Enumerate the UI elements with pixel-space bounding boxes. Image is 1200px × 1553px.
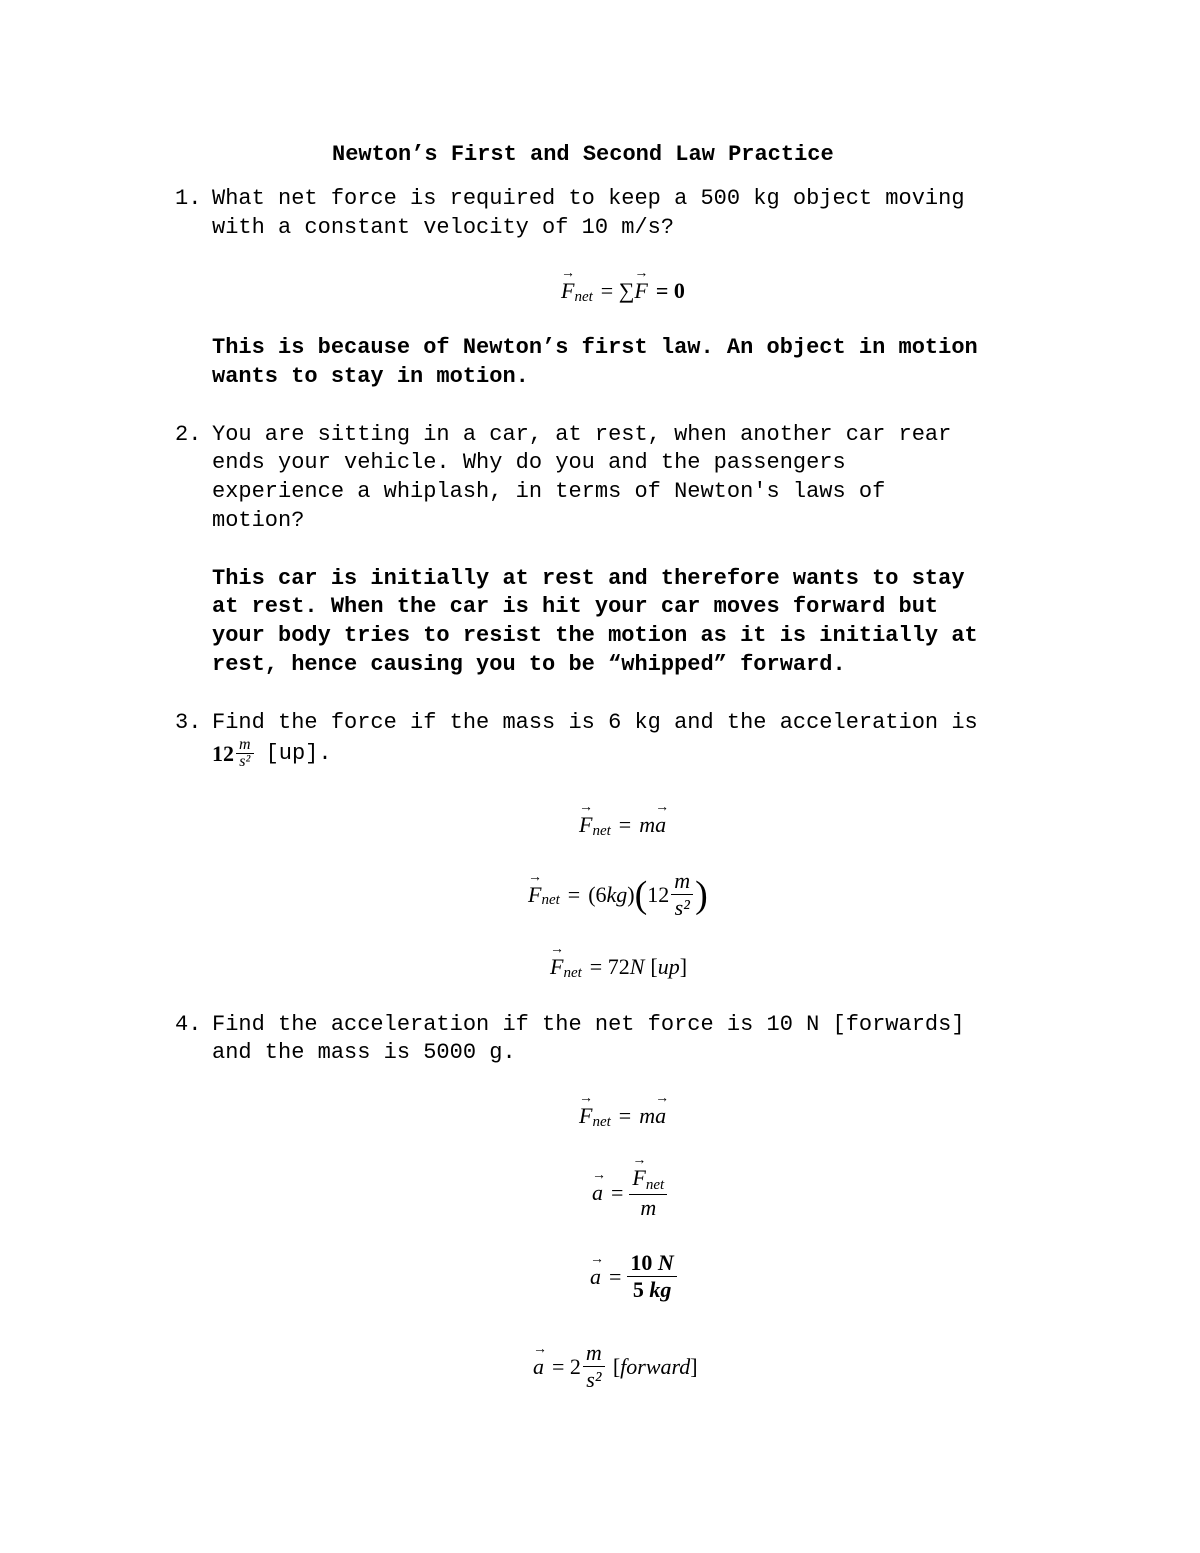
force-vector: → F xyxy=(634,266,649,303)
question-text-line: and the mass is 5000 g. xyxy=(212,1040,516,1065)
question-text-line: You are sitting in a car, at rest, when another car rear xyxy=(212,422,952,447)
force-unit: N xyxy=(629,954,645,979)
force-vector: → F xyxy=(579,800,593,837)
question-text-line: Find the acceleration if the net force is 10 N [forwards] xyxy=(212,1012,965,1037)
bracket-close: ] xyxy=(679,954,688,979)
bracket-open: [ xyxy=(650,954,658,979)
mass-symbol: m xyxy=(640,1195,657,1220)
force-value: 10 xyxy=(630,1250,658,1275)
bracket-close: ] xyxy=(690,1353,698,1379)
force-vector: → F xyxy=(550,942,564,979)
fraction xyxy=(629,1153,667,1221)
question-number: 3. xyxy=(175,710,202,735)
equals-sign: = xyxy=(567,881,581,907)
force-vector: → F xyxy=(528,869,542,907)
answer-text-line: wants to stay in motion. xyxy=(212,364,529,389)
equals-sign: = xyxy=(609,1263,622,1289)
net-subscript: net xyxy=(592,1113,611,1130)
equation-result xyxy=(550,942,688,981)
question-number: 1. xyxy=(175,186,202,211)
acceleration-vector: → a xyxy=(655,1091,670,1128)
paren-open-large: ( xyxy=(634,873,648,916)
equation-result xyxy=(533,1340,698,1393)
acceleration-vector: → a xyxy=(533,1341,547,1379)
question-text-line: ends your vehicle. Why do you and the passengers xyxy=(212,450,846,475)
question-number: 2. xyxy=(175,422,202,447)
force-vector: → F xyxy=(632,1153,647,1190)
paren-close: ) xyxy=(627,881,635,907)
equals-sign: = xyxy=(618,1103,632,1128)
answer-text-line: This car is initially at rest and therefore wants to stay xyxy=(212,566,965,591)
paren-close-large: ) xyxy=(695,873,708,916)
net-subscript: net xyxy=(592,822,611,839)
equals-sign: = xyxy=(611,1180,624,1205)
mass-unit: kg xyxy=(606,881,628,907)
acceleration-vector: → a xyxy=(590,1251,604,1289)
equation-substitution xyxy=(590,1250,679,1303)
direction-value: up xyxy=(657,954,680,979)
mass-value: 5 xyxy=(632,1277,650,1302)
equals-sum: = ∑ xyxy=(600,278,635,303)
acceleration-vector: → a xyxy=(655,800,670,837)
answer-text-line: your body tries to resist the motion as it is initially at xyxy=(212,623,978,648)
question-text-line: motion? xyxy=(212,508,305,533)
answer-text-line: This is because of Newton’s first law. An object in motion xyxy=(212,335,978,360)
fraction xyxy=(627,1250,676,1303)
net-subscript: net xyxy=(563,964,582,981)
force-vector: → F xyxy=(579,1091,593,1128)
equals-sign: = xyxy=(618,812,632,837)
question-number: 4. xyxy=(175,1012,202,1037)
net-subscript: net xyxy=(541,892,560,908)
acceleration-value: 12 xyxy=(212,740,234,766)
bracket-open: [ xyxy=(612,1353,621,1379)
acceleration-value: = 2 xyxy=(552,1353,581,1379)
net-subscript: net xyxy=(645,1177,665,1193)
force-value: = 72 xyxy=(589,954,630,979)
question-text-line: with a constant velocity of 10 m/s? xyxy=(212,215,675,240)
equals-zero: = 0 xyxy=(655,278,685,303)
answer-text-line: at rest. When the car is hit your car moves forward but xyxy=(212,594,939,619)
question-text-line: What net force is required to keep a 500 kg object moving xyxy=(212,186,965,211)
acceleration-vector: → a xyxy=(592,1168,606,1205)
page-title: Newton’s First and Second Law Practice xyxy=(332,142,834,167)
direction-label: [up]. xyxy=(265,741,332,766)
unit-fraction: $\frac{m}{\text{s²}}$ xyxy=(583,1340,605,1393)
unit-fraction: $\frac{m}{\text{s²}}$ xyxy=(236,737,254,770)
net-subscript: net xyxy=(574,288,593,305)
unit-fraction: $\frac{m}{\text{s²}}$ xyxy=(671,868,693,921)
mass-symbol: m xyxy=(639,812,656,837)
acceleration-value: 12 xyxy=(647,881,670,907)
equation-substitution xyxy=(528,868,708,921)
equation-rearranged xyxy=(592,1153,669,1221)
mass-unit: kg xyxy=(649,1277,672,1302)
force-vector: → F xyxy=(561,266,575,303)
question-text-line: experience a whiplash, in terms of Newton's laws of xyxy=(212,479,886,504)
direction-value: forward xyxy=(620,1353,691,1379)
equation-net-force-zero xyxy=(561,266,685,305)
equation-newton-second-law xyxy=(579,1091,670,1130)
question-3-acceleration xyxy=(212,737,332,770)
mass-value: (6 xyxy=(588,881,607,907)
question-text-line: Find the force if the mass is 6 kg and the acceleration is xyxy=(212,710,978,735)
force-unit: N xyxy=(657,1250,674,1275)
equation-newton-second-law xyxy=(579,800,670,839)
answer-text-line: rest, hence causing you to be “whipped” forward. xyxy=(212,652,846,677)
mass-symbol: m xyxy=(639,1103,656,1128)
